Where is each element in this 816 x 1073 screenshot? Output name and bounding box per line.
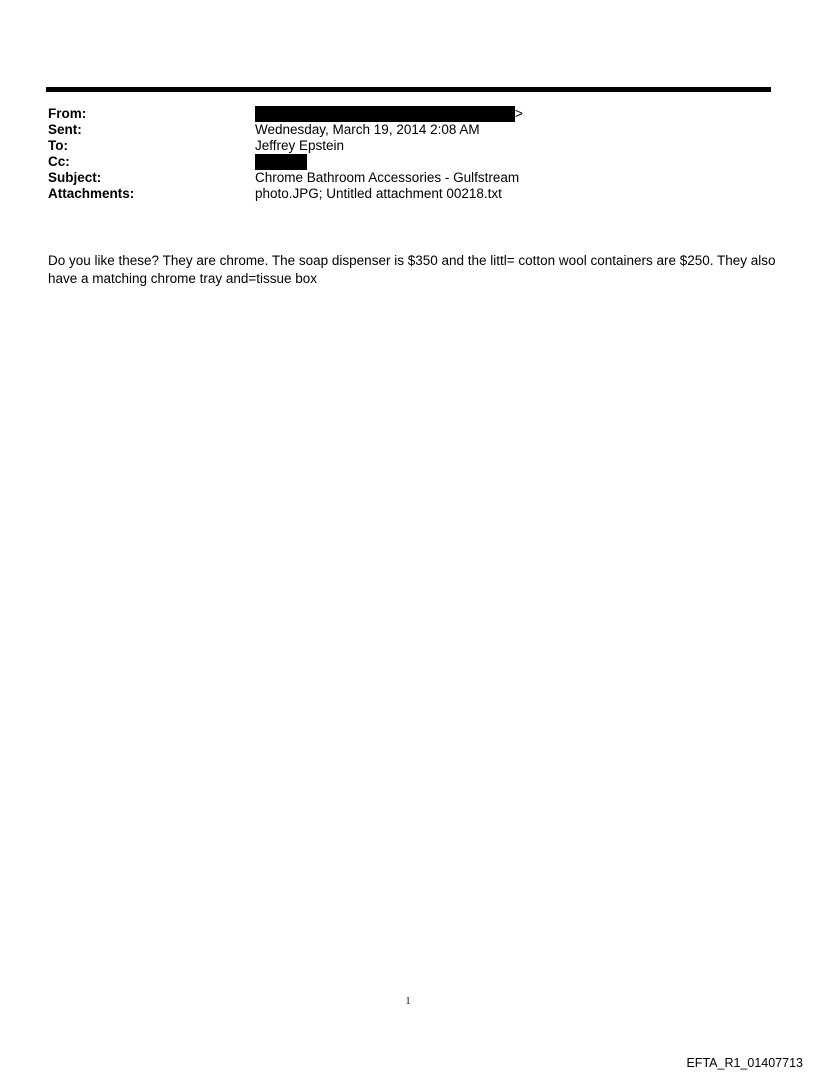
to-value: Jeffrey Epstein bbox=[255, 138, 345, 153]
page-number: 1 bbox=[405, 996, 411, 1007]
attachments-label: Attachments: bbox=[48, 186, 135, 201]
sent-value: Wednesday, March 19, 2014 2:08 AM bbox=[255, 122, 480, 137]
header-row-attachments bbox=[48, 186, 748, 202]
subject-value: Chrome Bathroom Accessories - Gulfstream bbox=[255, 170, 520, 185]
email-headers bbox=[48, 106, 748, 202]
from-suffix: > bbox=[515, 106, 523, 121]
header-row-subject bbox=[48, 170, 748, 186]
subject-label: Subject: bbox=[48, 170, 102, 185]
header-row-sent bbox=[48, 122, 748, 138]
bates-number: EFTA_R1_01407713 bbox=[686, 1056, 803, 1070]
header-divider bbox=[46, 87, 771, 92]
sent-label: Sent: bbox=[48, 122, 82, 137]
to-label: To: bbox=[48, 138, 68, 153]
email-body: Do you like these? They are chrome. The soap dispenser is $350 and the littl= cotton wool containers are $250. They also have a matching chrome tray and=tissue box bbox=[48, 253, 776, 286]
redaction-block bbox=[255, 106, 515, 122]
from-value bbox=[255, 106, 523, 122]
header-row-cc bbox=[48, 154, 748, 170]
from-label: From: bbox=[48, 106, 87, 121]
cc-label: Cc: bbox=[48, 154, 70, 169]
cc-value bbox=[255, 154, 307, 170]
redaction-block bbox=[255, 154, 307, 170]
header-row-to bbox=[48, 138, 748, 154]
attachments-value: photo.JPG; Untitled attachment 00218.txt bbox=[255, 186, 502, 201]
header-row-from bbox=[48, 106, 748, 122]
